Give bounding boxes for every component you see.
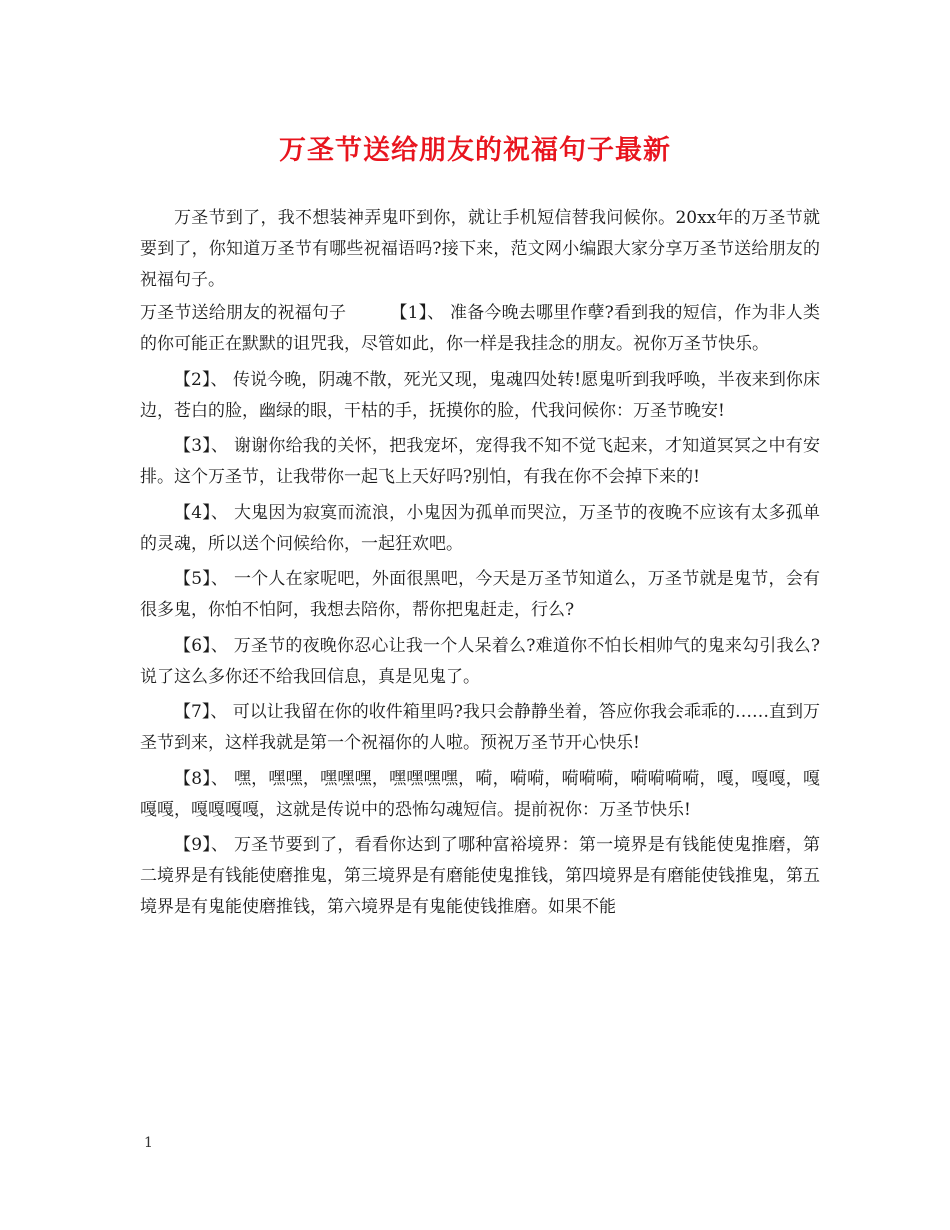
- page-number: 1: [144, 1135, 153, 1151]
- section-first-paragraph: [140, 298, 820, 360]
- list-item: 【2】、 传说今晚，阴魂不散，死光又现，鬼魂四处转!愿鬼听到我呼唤，半夜来到你床边，苍白的脸，幽绿的眼，干枯的手，抚摸你的脸，代我问候你：万圣节晚安!: [140, 369, 820, 421]
- list-item: 【3】、 谢谢你给我的关怀，把我宠坏，宠得我不知不觉飞起来，才知道冥冥之中有安排。这个万圣节，让我带你一起飞上天好吗?别怕，有我在你不会掉下来的!: [140, 436, 820, 487]
- intro-paragraph: 万圣节到了，我不想装神弄鬼吓到你，就让手机短信替我问候你。20xx年的万圣节就要到了，你知道万圣节有哪些祝福语吗?接下来，范文网小编跟大家分享万圣节送给朋友的祝福句子。: [140, 208, 820, 290]
- document-body: [140, 203, 820, 928]
- section-heading: 万圣节送给朋友的祝福句子: [140, 303, 347, 323]
- list-item: 【9】、 万圣节要到了，看看你达到了哪种富裕境界：第一境界是有钱能使鬼推磨，第二境界是有钱能使磨推鬼，第三境界是有磨能使鬼推钱，第四境界是有磨能使钱推鬼，第五境界是有鬼能使磨推钱，第六境界是有鬼能使钱推磨。如果不能: [140, 835, 820, 917]
- list-item: 【7】、 可以让我留在你的收件箱里吗?我只会静静坐着，答应你我会乖乖的……直到万圣节到来，这样我就是第一个祝福你的人啦。预祝万圣节开心快乐!: [140, 702, 820, 753]
- list-item: 【8】、 嘿，嘿嘿，嘿嘿嘿，嘿嘿嘿嘿，嗬，嗬嗬，嗬嗬嗬，嗬嗬嗬嗬，嘎，嘎嘎，嘎嘎嘎，嘎嘎嘎嘎，这就是传说中的恐怖勾魂短信。提前祝你：万圣节快乐!: [140, 768, 820, 820]
- document-title: 万圣节送给朋友的祝福句子最新: [279, 135, 671, 166]
- list-item: 【5】、 一个人在家呢吧，外面很黑吧，今天是万圣节知道么，万圣节就是鬼节，会有很多鬼，你怕不怕阿，我想去陪你，帮你把鬼赶走，行么?: [140, 569, 820, 620]
- list-item: 【4】、 大鬼因为寂寞而流浪，小鬼因为孤单而哭泣，万圣节的夜晚不应该有太多孤单的灵魂，所以送个问候给你，一起狂欢吧。: [140, 502, 820, 554]
- list-item: 【6】、 万圣节的夜晚你忍心让我一个人呆着么?难道你不怕长相帅气的鬼来勾引我么?说了这么多你还不给我回信息，真是见鬼了。: [140, 635, 820, 687]
- list-item: 【1】、 准备今晚去哪里作孽?看到我的短信，作为非人类的你可能正在默默的诅咒我，尽管如此，你一样是我挂念的朋友。祝你万圣节快乐。: [140, 303, 820, 354]
